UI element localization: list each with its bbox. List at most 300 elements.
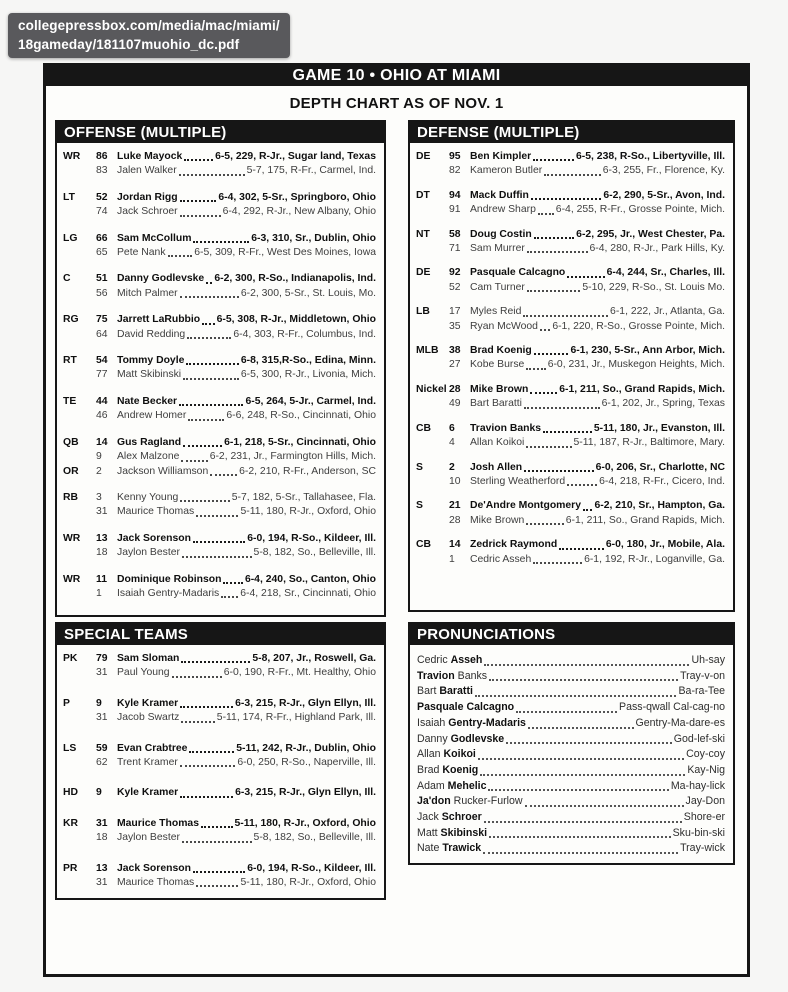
jersey-number: 31 <box>96 667 108 679</box>
player-name: Jordan Rigg <box>117 191 178 203</box>
jersey-number: 74 <box>96 206 108 218</box>
pronunciation-name: Brad Koenig <box>417 763 479 776</box>
jersey-number: 86 <box>96 151 108 162</box>
jersey-number: 10 <box>449 475 461 487</box>
pronunciation-row <box>417 716 725 732</box>
player-row <box>416 538 725 552</box>
pronunciation-row <box>417 747 725 763</box>
position-group-pk <box>63 652 376 681</box>
player-name: Kobe Burse <box>470 359 525 371</box>
player-row <box>63 697 376 711</box>
jersey-number: 66 <box>96 232 108 244</box>
position-group-p <box>63 697 376 726</box>
dotted-leader <box>182 841 252 843</box>
player-row <box>63 328 376 342</box>
dotted-leader <box>524 470 593 472</box>
position-label: WR <box>63 151 81 162</box>
dotted-leader <box>475 695 677 697</box>
player-row <box>63 876 376 890</box>
jersey-number: 31 <box>96 712 108 724</box>
position-group-c <box>63 272 376 301</box>
position-group-wr <box>63 573 376 602</box>
player-row <box>416 242 725 256</box>
player-row <box>416 436 725 450</box>
pronunciation-row <box>417 732 725 748</box>
player-name: Sam McCollum <box>117 232 192 244</box>
player-row <box>63 436 376 450</box>
jersey-number: 1 <box>449 553 455 565</box>
player-name: Myles Reid <box>470 306 522 318</box>
dotted-leader <box>202 323 215 325</box>
player-details: 6-2, 231, Jr., Farmington Hills, Mich. <box>209 451 376 463</box>
position-label: HD <box>63 787 79 799</box>
position-label: CB <box>416 422 432 434</box>
player-name: Gus Ragland <box>117 436 182 448</box>
player-row <box>63 491 376 505</box>
player-name: Pete Nank <box>117 247 166 259</box>
player-details: 5-7, 182, 5-Sr., Tallahasee, Fla. <box>231 491 376 503</box>
player-row <box>416 397 725 411</box>
position-group-de <box>416 150 725 179</box>
pronunciation-value: Jay-Don <box>685 795 725 808</box>
dotted-leader <box>516 711 617 713</box>
player-row <box>416 499 725 513</box>
jersey-number: 75 <box>96 314 108 326</box>
dotted-leader <box>527 290 580 292</box>
player-name: Ryan McWood <box>470 320 538 332</box>
position-label: LG <box>63 232 78 244</box>
document-page[interactable] <box>43 63 750 977</box>
dotted-leader <box>206 282 212 284</box>
dotted-leader <box>488 789 668 791</box>
dotted-leader <box>180 200 217 202</box>
player-row <box>63 817 376 831</box>
player-name: Trent Kramer <box>117 757 178 769</box>
jersey-number: 56 <box>96 287 108 299</box>
player-details: 6-4, 280, R-Jr., Park Hills, Ky. <box>589 243 725 255</box>
player-row <box>416 203 725 217</box>
dotted-leader <box>538 213 554 215</box>
player-name: Sam Sloman <box>117 653 180 664</box>
player-name: Paul Young <box>117 667 170 679</box>
player-details: 6-0, 250, R-So., Naperville, Ill. <box>237 757 376 769</box>
dotted-leader <box>180 706 233 708</box>
player-name: Luke Mayock <box>117 151 183 162</box>
player-details: 6-4, 292, R-Jr., New Albany, Ohio <box>222 206 376 218</box>
player-row <box>63 287 376 301</box>
dotted-leader <box>223 582 242 584</box>
player-details: 6-2, 210, Sr., Hampton, Ga. <box>594 500 725 512</box>
pronunciation-name: Nate Trawick <box>417 842 482 855</box>
player-name: Jaylon Bester <box>117 547 180 559</box>
player-row <box>63 587 376 601</box>
player-details: 5-11, 180, R-Jr., Oxford, Ohio <box>240 877 376 889</box>
player-details: 6-4, 240, So., Canton, Ohio <box>244 573 376 585</box>
player-name: Jack Sorenson <box>117 532 191 544</box>
pronunciation-row <box>417 700 725 716</box>
jersey-number: 52 <box>96 191 108 203</box>
game-header: GAME 10 • OHIO AT MIAMI <box>46 66 747 86</box>
pronunciation-row <box>417 779 725 795</box>
player-details: 6-1, 202, Jr., Spring, Texas <box>601 398 725 410</box>
dotted-leader <box>483 852 678 854</box>
jersey-number: 58 <box>449 228 461 240</box>
position-label: WR <box>63 532 81 544</box>
jersey-number: 79 <box>96 653 108 664</box>
position-label: OR <box>63 465 79 477</box>
position-label: RG <box>63 314 79 326</box>
player-row <box>63 666 376 680</box>
defense-section-title: DEFENSE (MULTIPLE) <box>410 122 733 143</box>
pronunciation-name: Jack Schroer <box>417 811 482 824</box>
dotted-leader <box>193 241 249 243</box>
position-group-rt <box>63 354 376 383</box>
pronunciation-row <box>417 653 725 669</box>
position-group-nt <box>416 228 725 257</box>
dotted-leader <box>583 509 592 511</box>
player-details: 6-1, 211, So., Grand Rapids, Mich. <box>559 383 725 395</box>
pronunciation-value: Shore-er <box>683 811 725 824</box>
dotted-leader <box>530 392 557 394</box>
player-details: 6-8, 315,R-So., Edina, Minn. <box>240 355 376 367</box>
tooltip-url-line2: 18gameday/181107muohio_dc.pdf <box>18 37 240 52</box>
position-label: KR <box>63 817 79 829</box>
player-details: 6-0, 231, Jr., Muskegon Heights, Mich. <box>547 359 725 371</box>
offense-depth-list <box>57 143 384 601</box>
jersey-number: 27 <box>449 359 461 371</box>
player-details: 6-0, 194, R-So., Kildeer, Ill. <box>247 532 376 544</box>
jersey-number: 9 <box>96 451 102 463</box>
player-row <box>416 461 725 475</box>
jersey-number: 62 <box>96 757 108 769</box>
special-teams-section-title: SPECIAL TEAMS <box>57 624 384 645</box>
player-name: Matt Skibinski <box>117 369 182 381</box>
dotted-leader <box>526 446 571 448</box>
player-details: 6-1, 211, So., Grand Rapids, Mich. <box>565 514 725 526</box>
player-name: Brad Koenig <box>470 345 532 357</box>
jersey-number: 17 <box>449 306 461 318</box>
position-label: C <box>63 273 71 285</box>
player-row <box>63 465 376 479</box>
jersey-number: 14 <box>449 539 461 551</box>
player-name: Maurice Thomas <box>117 877 195 889</box>
jersey-number: 35 <box>449 320 461 332</box>
player-name: David Redding <box>117 328 186 340</box>
position-group-lb <box>416 305 725 334</box>
dotted-leader <box>531 198 601 200</box>
player-details: 5-11, 180, R-Jr., Oxford, Ohio <box>240 506 376 518</box>
pronunciation-value: God-lef-ski <box>673 732 725 745</box>
player-row <box>63 150 376 164</box>
position-group-hd <box>63 786 376 800</box>
position-group-ls <box>63 742 376 771</box>
player-details: 5-8, 182, So., Belleville, Ill. <box>253 832 376 844</box>
position-group-qb <box>63 436 376 479</box>
dotted-leader <box>193 871 245 873</box>
player-name: Allan Koikoi <box>470 437 525 449</box>
dotted-leader <box>183 378 239 380</box>
special-teams-depth-list <box>57 645 384 890</box>
player-name: Andrew Sharp <box>470 204 536 216</box>
pronunciation-name: Cedric Asseh <box>417 654 483 666</box>
pronunciation-name: Adam Mehelic <box>417 779 487 792</box>
player-name: Mike Brown <box>470 383 529 395</box>
player-row <box>63 191 376 205</box>
dotted-leader <box>196 515 238 517</box>
player-name: Cedric Asseh <box>470 553 532 565</box>
pronunciation-value: Sku-bin-ski <box>672 826 725 839</box>
dotted-leader <box>221 596 238 598</box>
player-name: Bart Baratti <box>470 398 522 410</box>
player-name: Jack Schroer <box>117 206 178 218</box>
position-label: MLB <box>416 345 439 357</box>
player-row <box>63 368 376 382</box>
player-details: 5-11, 180, R-Jr., Oxford, Ohio <box>234 817 376 829</box>
player-row <box>63 546 376 560</box>
jersey-number: 54 <box>96 355 108 367</box>
pronunciation-name: Ja'don Rucker-Furlow <box>417 795 523 808</box>
player-name: De'Andre Montgomery <box>470 500 582 512</box>
position-group-nickel <box>416 383 725 412</box>
jersey-number: 2 <box>96 465 102 477</box>
dotted-leader <box>526 523 564 525</box>
depth-chart-title: DEPTH CHART AS OF NOV. 1 <box>289 95 504 112</box>
player-details: 6-1, 192, R-Jr., Loganville, Ga. <box>584 553 725 565</box>
jersey-number: 59 <box>96 742 108 754</box>
player-details: 6-4, 255, R-Fr., Grosse Pointe, Mich. <box>555 204 725 216</box>
position-group-rg <box>63 313 376 342</box>
pronunciation-name: Bart Baratti <box>417 685 473 698</box>
position-group-s <box>416 499 725 528</box>
player-name: Kenny Young <box>117 491 179 503</box>
player-details: 6-3, 310, Sr., Dublin, Ohio <box>251 232 376 244</box>
jersey-number: 31 <box>96 817 108 829</box>
jersey-number: 71 <box>449 243 461 255</box>
player-row <box>63 450 376 464</box>
pronunciation-row <box>417 669 725 685</box>
jersey-number: 49 <box>449 398 461 410</box>
position-label: LT <box>63 191 75 203</box>
player-row <box>416 228 725 242</box>
pronunciation-name: Danny Godlevske <box>417 732 505 745</box>
dotted-leader <box>180 796 233 798</box>
pronunciation-value: Coy-coy <box>686 748 725 761</box>
position-label: TE <box>63 395 77 407</box>
dotted-leader <box>172 676 222 678</box>
dotted-leader <box>181 460 207 462</box>
player-row <box>63 652 376 666</box>
link-url-tooltip <box>8 13 290 58</box>
player-name: Jacob Swartz <box>117 712 180 724</box>
dotted-leader <box>506 742 672 744</box>
player-row <box>416 475 725 489</box>
position-group-rb <box>63 491 376 520</box>
jersey-number: 9 <box>96 697 102 709</box>
pronunciation-name: Allan Koikoi <box>417 748 476 761</box>
position-label: LS <box>63 742 77 754</box>
position-group-te <box>63 395 376 424</box>
player-row <box>63 711 376 725</box>
player-row <box>416 358 725 372</box>
player-row <box>63 532 376 546</box>
player-row <box>416 164 725 178</box>
pronunciation-value: Tray-wick <box>680 842 725 855</box>
player-name: Doug Costin <box>470 228 532 240</box>
dotted-leader <box>196 885 238 887</box>
jersey-number: 31 <box>96 506 108 518</box>
special-teams-section <box>55 622 386 900</box>
dotted-leader <box>180 765 236 767</box>
player-row <box>416 150 725 164</box>
player-row <box>63 354 376 368</box>
player-details: 5-11, 180, Jr., Evanston, Ill. <box>593 422 725 434</box>
player-details: 6-5, 308, R-Jr., Middletown, Ohio <box>216 314 376 326</box>
player-name: Dominique Robinson <box>117 573 222 585</box>
player-name: Andrew Homer <box>117 410 187 422</box>
jersey-number: 21 <box>449 500 461 512</box>
player-details: 6-1, 230, 5-Sr., Ann Arbor, Mich. <box>570 345 725 357</box>
position-label: QB <box>63 436 79 448</box>
player-name: Sterling Weatherford <box>470 475 566 487</box>
jersey-number: 9 <box>96 787 102 799</box>
dotted-leader <box>181 721 214 723</box>
dotted-leader <box>543 431 592 433</box>
dotted-leader <box>188 419 224 421</box>
jersey-number: 14 <box>96 436 108 448</box>
dotted-leader <box>533 562 582 564</box>
player-details: 6-5, 264, 5-Jr., Carmel, Ind. <box>245 395 376 407</box>
player-name: Josh Allen <box>470 461 523 473</box>
defense-depth-list <box>410 143 733 567</box>
player-row <box>63 862 376 876</box>
player-row <box>63 272 376 286</box>
pronunciation-row <box>417 763 725 779</box>
dotted-leader <box>534 353 569 355</box>
jersey-number: 28 <box>449 514 461 526</box>
player-details: 6-5, 300, R-Jr., Livonia, Mich. <box>240 369 376 381</box>
position-label: RB <box>63 491 79 503</box>
player-row <box>416 189 725 203</box>
dotted-leader <box>182 556 252 558</box>
position-label: Nickel <box>416 383 447 395</box>
dotted-leader <box>186 363 239 365</box>
pronunciation-value: Pass-qwall Cal-cag-no <box>619 701 725 714</box>
dotted-leader <box>567 276 604 278</box>
player-details: 6-2, 300, R-So., Indianapolis, Ind. <box>214 273 376 285</box>
dotted-leader <box>484 821 682 823</box>
position-label: WR <box>63 573 81 585</box>
player-row <box>63 786 376 800</box>
dotted-leader <box>180 296 239 298</box>
player-name: Isaiah Gentry-Madaris <box>117 587 220 599</box>
position-group-mlb <box>416 344 725 373</box>
position-group-lg <box>63 232 376 261</box>
player-row <box>63 831 376 845</box>
dotted-leader <box>524 407 600 409</box>
player-name: Alex Malzone <box>117 451 180 463</box>
dotted-leader <box>189 751 234 753</box>
pronunciation-value: Kay-Nig <box>687 763 725 776</box>
jersey-number: 65 <box>96 247 108 259</box>
dotted-leader <box>193 541 245 543</box>
position-label: S <box>416 461 423 473</box>
player-details: 6-4, 218, R-Fr., Cicero, Ind. <box>599 475 725 487</box>
jersey-number: 18 <box>96 832 108 844</box>
player-details: 6-4, 303, R-Fr., Columbus, Ind. <box>233 328 376 340</box>
player-details: 6-5, 309, R-Fr., West Des Moines, Iowa <box>194 247 376 259</box>
player-details: 5-11, 242, R-Jr., Dublin, Ohio <box>236 742 376 754</box>
dotted-leader <box>179 174 245 176</box>
player-name: Mitch Palmer <box>117 287 178 299</box>
player-details: 6-5, 229, R-Jr., Sugar land, Texas <box>215 151 376 162</box>
position-label: LB <box>416 306 430 318</box>
player-name: Sam Murrer <box>470 243 525 255</box>
player-name: Jaylon Bester <box>117 832 180 844</box>
dotted-leader <box>179 404 243 406</box>
pronunciation-name: Travion Banks <box>417 669 488 682</box>
dotted-leader <box>180 500 230 502</box>
player-details: 6-0, 180, Jr., Mobile, Ala. <box>605 539 725 551</box>
player-details: 6-3, 215, R-Jr., Glyn Ellyn, Ill. <box>235 697 376 709</box>
pronunciation-row <box>417 841 725 857</box>
player-row <box>416 383 725 397</box>
position-group-cb <box>416 422 725 451</box>
jersey-number: 44 <box>96 395 108 407</box>
dotted-leader <box>525 805 684 807</box>
pronunciation-row <box>417 826 725 842</box>
dotted-leader <box>527 251 588 253</box>
position-label: P <box>63 697 70 709</box>
jersey-number: 28 <box>449 383 461 395</box>
player-name: Travion Banks <box>470 422 542 434</box>
jersey-number: 95 <box>449 151 461 162</box>
position-group-dt <box>416 189 725 218</box>
position-label: S <box>416 500 423 512</box>
player-details: 6-1, 220, R-So., Grosse Pointe, Mich. <box>552 320 725 332</box>
position-label: RT <box>63 355 77 367</box>
player-name: Tommy Doyle <box>117 355 185 367</box>
dotted-leader <box>489 679 678 681</box>
player-name: Jackson Williamson <box>117 465 209 477</box>
pronunciation-row <box>417 810 725 826</box>
player-row <box>416 305 725 319</box>
player-name: Mike Brown <box>470 514 525 526</box>
player-row <box>63 205 376 219</box>
pronunciation-value: Uh-say <box>691 654 725 666</box>
position-label: CB <box>416 539 432 551</box>
player-row <box>63 409 376 423</box>
jersey-number: 2 <box>449 461 455 473</box>
position-group-wr <box>63 150 376 179</box>
dotted-leader <box>478 758 684 760</box>
player-row <box>63 742 376 756</box>
player-row <box>63 313 376 327</box>
position-group-s <box>416 461 725 490</box>
player-details: 6-4, 244, Sr., Charles, Ill. <box>606 267 725 279</box>
jersey-number: 94 <box>449 189 461 201</box>
player-details: 6-6, 248, R-So., Cincinnati, Ohio <box>226 410 376 422</box>
player-name: Maurice Thomas <box>117 506 195 518</box>
player-name: Zedrick Raymond <box>470 539 558 551</box>
player-row <box>416 320 725 334</box>
position-group-wr <box>63 532 376 561</box>
dotted-leader <box>533 159 574 161</box>
player-details: 6-4, 302, 5-Sr., Springboro, Ohio <box>218 191 376 203</box>
player-details: 6-0, 190, R-Fr., Mt. Healthy, Ohio <box>223 667 376 679</box>
player-row <box>63 756 376 770</box>
dotted-leader <box>567 484 597 486</box>
offense-section-title: OFFENSE (MULTIPLE) <box>57 122 384 143</box>
